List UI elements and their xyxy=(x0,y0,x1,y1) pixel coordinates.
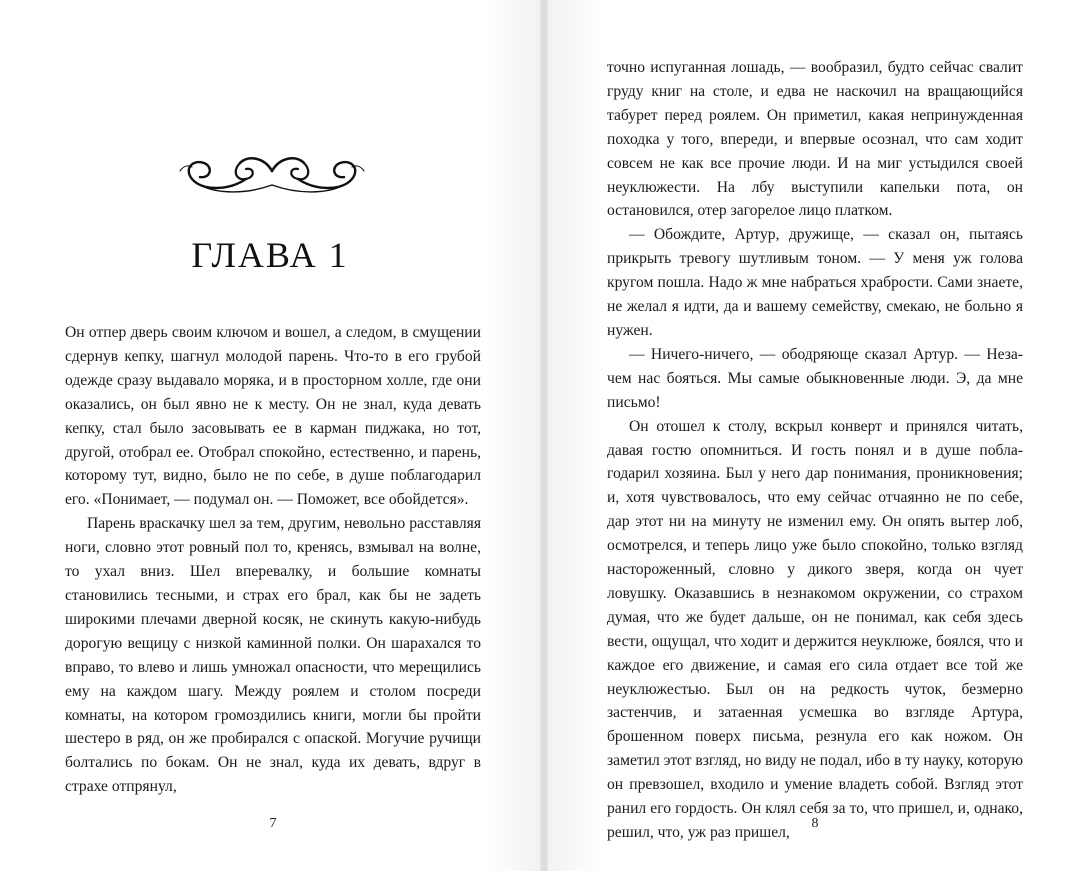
paragraph: — Ничего-ничего, — ободряюще сказал Артур. — Незачем нас бояться. Мы самые обыкновенные люди. Э, да мне письмо! xyxy=(607,345,1023,411)
page-number-left: 7 xyxy=(269,816,277,831)
book-gutter xyxy=(540,0,548,871)
left-page-text xyxy=(65,321,481,799)
paragraph: Парень враскачку шел за тем, другим, невольно расставляя ноги, словно этот ровный пол то, кренясь, взмывал на волне, то ухал вниз. Шел вперевалку, и большие комнаты становились тесными, и страх его брал, как бы не задеть широкими плечами дверной косяк, не скинуть какую-нибудь дорогую вещицу с низкой каминной полки. Он шарахался то вправо, то влево и лишь умножал опасности, что мерещились ему на каждом шагу. Между роялем и столом посреди комнаты, на котором громоздились книги, могли бы пройти шестеро в ряд, он же пробирался с опаской. Могучие ручищи болтались по бокам. Он не знал, куда их девать, вдруг в страхе отпрянул, xyxy=(65,515,481,796)
left-page xyxy=(0,0,540,871)
paragraph: Он отпер дверь своим ключом и вошел, а следом, в смущении сдернув кепку, шагнул молодой парень. Что-то в его грубой одежде сразу выдавало моряка, и в просторном холле, где они оказались, он был явно не к месту. Он не знал, куда девать кепку, стал было засовывать ее в карман пиджака, но тот, другой, отобрал ее. Отобрал спокойно, естественно, и парень, которому тут, видно, было не по себе, в душе поблагодарил его. «Понимает, — подумал он. — Поможет, все обойдется». xyxy=(65,324,481,509)
paragraph: — Обождите, Артур, дружище, — сказал он, пытаясь прикрыть тревогу шутливым тоном. — У меня уж голова кругом пошла. Надо ж мне набраться храбрости. Сами знаете, не желал я идти, да и вашему семейству, смекаю, не больно я нужен. xyxy=(607,226,1023,339)
right-page xyxy=(548,0,1089,871)
page-number-right: 8 xyxy=(811,816,819,831)
paragraph: точно испуганная лошадь, — вообразил, будто сейчас свалит груду книг на столе, и едва не наскочил на вращающийся табурет перед роялем. Он приметил, какая непринужденная походка у того, впереди, и впервые осознал, что сам ходит совсем не как все прочие люди. И на миг устыдился своей неуклюжести. На лбу выступили капельки пота, он остановился, отер загорелое лицо платком. xyxy=(607,59,1023,220)
chapter-title: ГЛАВА 1 xyxy=(191,235,349,275)
paragraph: Он отошел к столу, вскрыл конверт и принялся читать, давая гостю опомниться. И гость понял и в душе поблагодарил хозяина. Был у него дар понимания, проникновения; и, хотя чувствовалось, что ему сейчас отчаянно не по себе, дар этот ни на минуту не изменил ему. Он опять вытер лоб, осмотрелся, и теперь лицо уже было спокойно, только взгляд настороженный, словно у дикого зверя, когда он чует ловушку. Оказавшись в незнакомом окружении, со страхом думая, что же будет дальше, он не понимал, как себя здесь вести, ощущал, что ходит и держится неуклюже, боялся, что и каждое его движение, и самая его сила отдает все той же неуклюжестью. Был он на редкость чуток, безмерно застенчив, и затаенная усмешка во взгляде Артура, брошенном поверх письма, резнула его как ножом. Он заметил этот взгляд, но виду не подал, ибо в ту науку, которую он превзошел, входило и умение владеть собой. Взгляд этот ранил его гордость. Он клял себя за то, что пришел, и, однако, решил, что, уж раз пришел, xyxy=(607,417,1023,841)
decorative-flourish-icon xyxy=(178,145,366,205)
right-page-text xyxy=(607,56,1023,845)
